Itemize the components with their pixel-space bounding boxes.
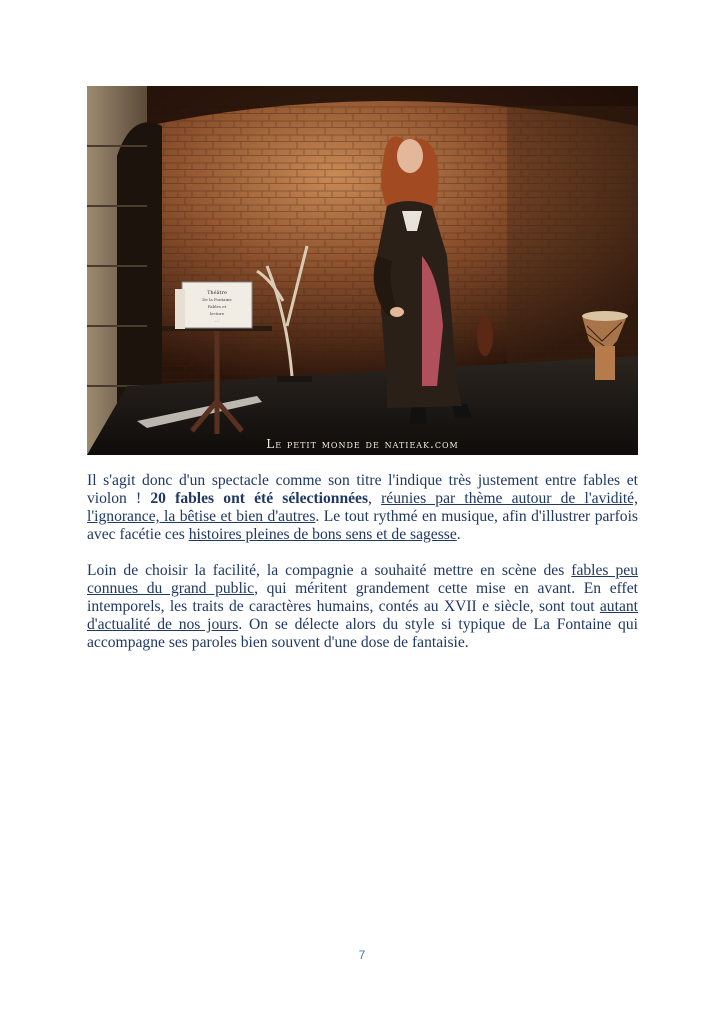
text-run: , qui méritent grandement cette mise en avant. En effet intemporels, les traits de caractères humains, contés au XVII e siècle, sont tout <box>87 580 639 615</box>
sign-line: Fables et <box>207 304 227 309</box>
text-run: . <box>456 526 461 543</box>
sign-line: lecture <box>209 311 225 316</box>
underlined-phrase: réunies par thème autour de l'avidité, l'ignorance, la bêtise et bien d'autres <box>87 490 638 525</box>
paragraph-1 <box>87 472 638 544</box>
text-run: Il s'agit donc d'un spectacle comme son titre l'indique très justement entre fables et violon ! <box>87 472 638 507</box>
underlined-phrase: autant d'actualité de nos jours <box>87 598 638 633</box>
stage-scene-illustration <box>87 86 638 455</box>
underlined-phrase: fables peu connues du grand public <box>87 562 638 597</box>
underlined-phrase: histoires pleines de bons sens et de sagesse <box>188 526 457 543</box>
text-run: Loin de choisir la facilité, la compagnie a souhaité mettre en scène des <box>87 562 572 579</box>
page-number: 7 <box>358 948 366 962</box>
bold-highlight: 20 fables ont été sélectionnées <box>150 490 369 507</box>
sign-line: Théâtre <box>207 290 227 296</box>
sign-line: De la Fontaine <box>202 297 232 302</box>
text-run: . Le tout rythmé en musique, afin d'illustrer parfois avec facétie ces <box>87 508 638 543</box>
text-run: , <box>368 490 382 507</box>
paragraph-2 <box>87 562 638 652</box>
stage-photo <box>87 86 638 455</box>
sign-line: ... <box>215 318 219 323</box>
photo-caption: Le petit monde de natieak.com <box>266 437 459 451</box>
text-run: . On se délecte alors du style si typique de La Fontaine qui accompagne ses paroles bien souvent d'une dose de fantaisie. <box>87 616 638 651</box>
